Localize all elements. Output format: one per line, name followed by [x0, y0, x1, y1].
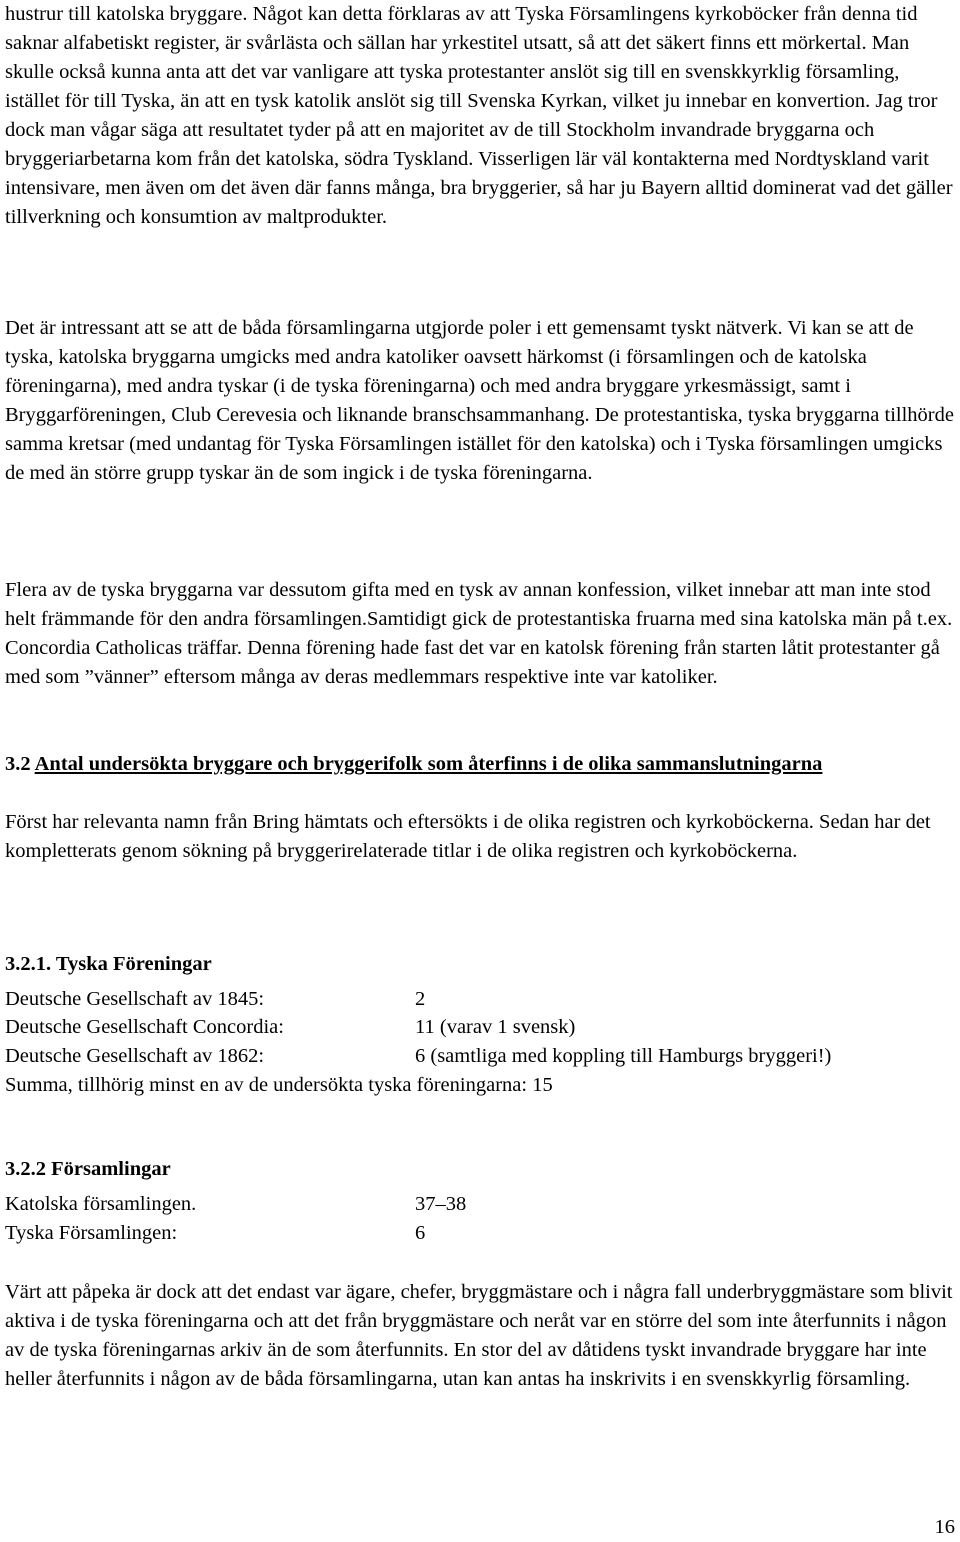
association-row — [5, 1042, 955, 1071]
congregation-label: Tyska Församlingen: — [5, 1222, 178, 1244]
association-label: Deutsche Gesellschaft Concordia: — [5, 1016, 284, 1038]
page-number: 16 — [934, 1516, 955, 1538]
association-label: Deutsche Gesellschaft av 1862: — [5, 1045, 265, 1067]
association-label: Deutsche Gesellschaft av 1845: — [5, 988, 265, 1010]
congregation-row — [5, 1190, 955, 1219]
congregation-row — [5, 1219, 955, 1248]
section-3-2-heading — [5, 750, 955, 779]
association-value: 2 — [415, 988, 426, 1010]
congregation-value: 37–38 — [415, 1193, 467, 1215]
association-row — [5, 1013, 955, 1042]
section-3-2-2-heading: 3.2.2 Församlingar — [5, 1158, 171, 1180]
association-value: 11 (varav 1 svensk) — [415, 1016, 576, 1038]
section-3-2-body: Först har relevanta namn från Bring hämtats och eftersökts i de olika registren och kyrkoböckerna. Sedan har det kompletterats genom sökning på bryggerirelaterade titlar i de olika registren och kyrkoböckerna. — [5, 811, 931, 862]
paragraph-2: Det är intressant att se att de båda församlingarna utgjorde poler i ett gemensamt tyskt nätverk. Vi kan se att de tyska, katolska bryggarna umgicks med andra katoliker oavsett härkomst (i församlingen och de katolska föreningarna), med andra tyskar (i de tyska föreningarna) och med andra bryggare yrkesmässigt, samt i Bryggarföreningen, Club Cerevesia och liknande branschsammanhang. De protestantiska, tyska bryggarna tillhörde samma kretsar (med undantag för Tyska Församlingen istället för den katolska) och i Tyska församlingen umgicks de med än större grupp tyskar än de som ingick i de tyska föreningarna. — [5, 317, 954, 484]
section-3-2-title: Antal undersökta bryggare och bryggerifolk som återfinns i de olika sammanslutningarna — [34, 753, 823, 775]
congregation-value: 6 — [415, 1222, 426, 1244]
paragraph-3: Flera av de tyska bryggarna var dessutom gifta med en tysk av annan konfession, vilket innebar att man inte stod helt främmande för den andra församlingen.Samtidigt gick de protestantiska fruarna med sina katolska män på t.ex. Concordia Catholicas träffar. Denna förening hade fast det var en katolsk förening från starten låtit protestanter gå med som ”vänner” eftersom många av deras medlemmars respektive inte var katoliker. — [5, 579, 953, 688]
paragraph-1: hustrur till katolska bryggare. Något kan detta förklaras av att Tyska Församlingens kyrkoböcker från denna tid saknar alfabetiskt register, är svårlästa och sällan har yrkestitel utsatt, så att det säkert finns ett mörkertal. Man skulle också kunna anta att det var vanligare att tyska protestanter anslöt sig till en svenskkyrklig församling, istället för till Tyska, än att en tysk katolik anslöt sig till Svenska Kyrkan, vilket ju innebar en konvertion. Jag tror dock man vågar säga att resultatet tyder på att en majoritet av de till Stockholm invandrade bryggarna och bryggeriarbetarna kom från det katolska, södra Tyskland. Visserligen lär väl kontakterna med Nordtyskland varit intensivare, men även om det även där fanns många, bra bryggerier, så har ju Bayern alltid dominerat vad det gäller tillverkning och konsumtion av maltprodukter. — [5, 3, 953, 228]
closing-paragraph: Värt att påpeka är dock att det endast var ägare, chefer, bryggmästare och i några fall underbryggmästare som blivit aktiva i de tyska föreningarna och att det från bryggmästare och neråt var en större del som inte återfunnits i någon av de tyska föreningarnas arkiv än de som återfunnits. En stor del av dåtidens tyskt invandrade bryggare har inte heller återfunnits i någon av de båda församlingarna, utan kan antas ha inskrivits i en svenskkyrlig församling. — [5, 1281, 953, 1390]
association-value: 6 (samtliga med koppling till Hamburgs bryggeri!) — [415, 1045, 832, 1067]
section-3-2-number: 3.2 — [5, 753, 31, 775]
section-3-2-1-heading: 3.2.1. Tyska Föreningar — [5, 953, 212, 975]
association-summary: Summa, tillhörig minst en av de undersökta tyska föreningarna: 15 — [5, 1074, 553, 1096]
congregation-label: Katolska församlingen. — [5, 1193, 197, 1215]
association-row — [5, 985, 955, 1014]
